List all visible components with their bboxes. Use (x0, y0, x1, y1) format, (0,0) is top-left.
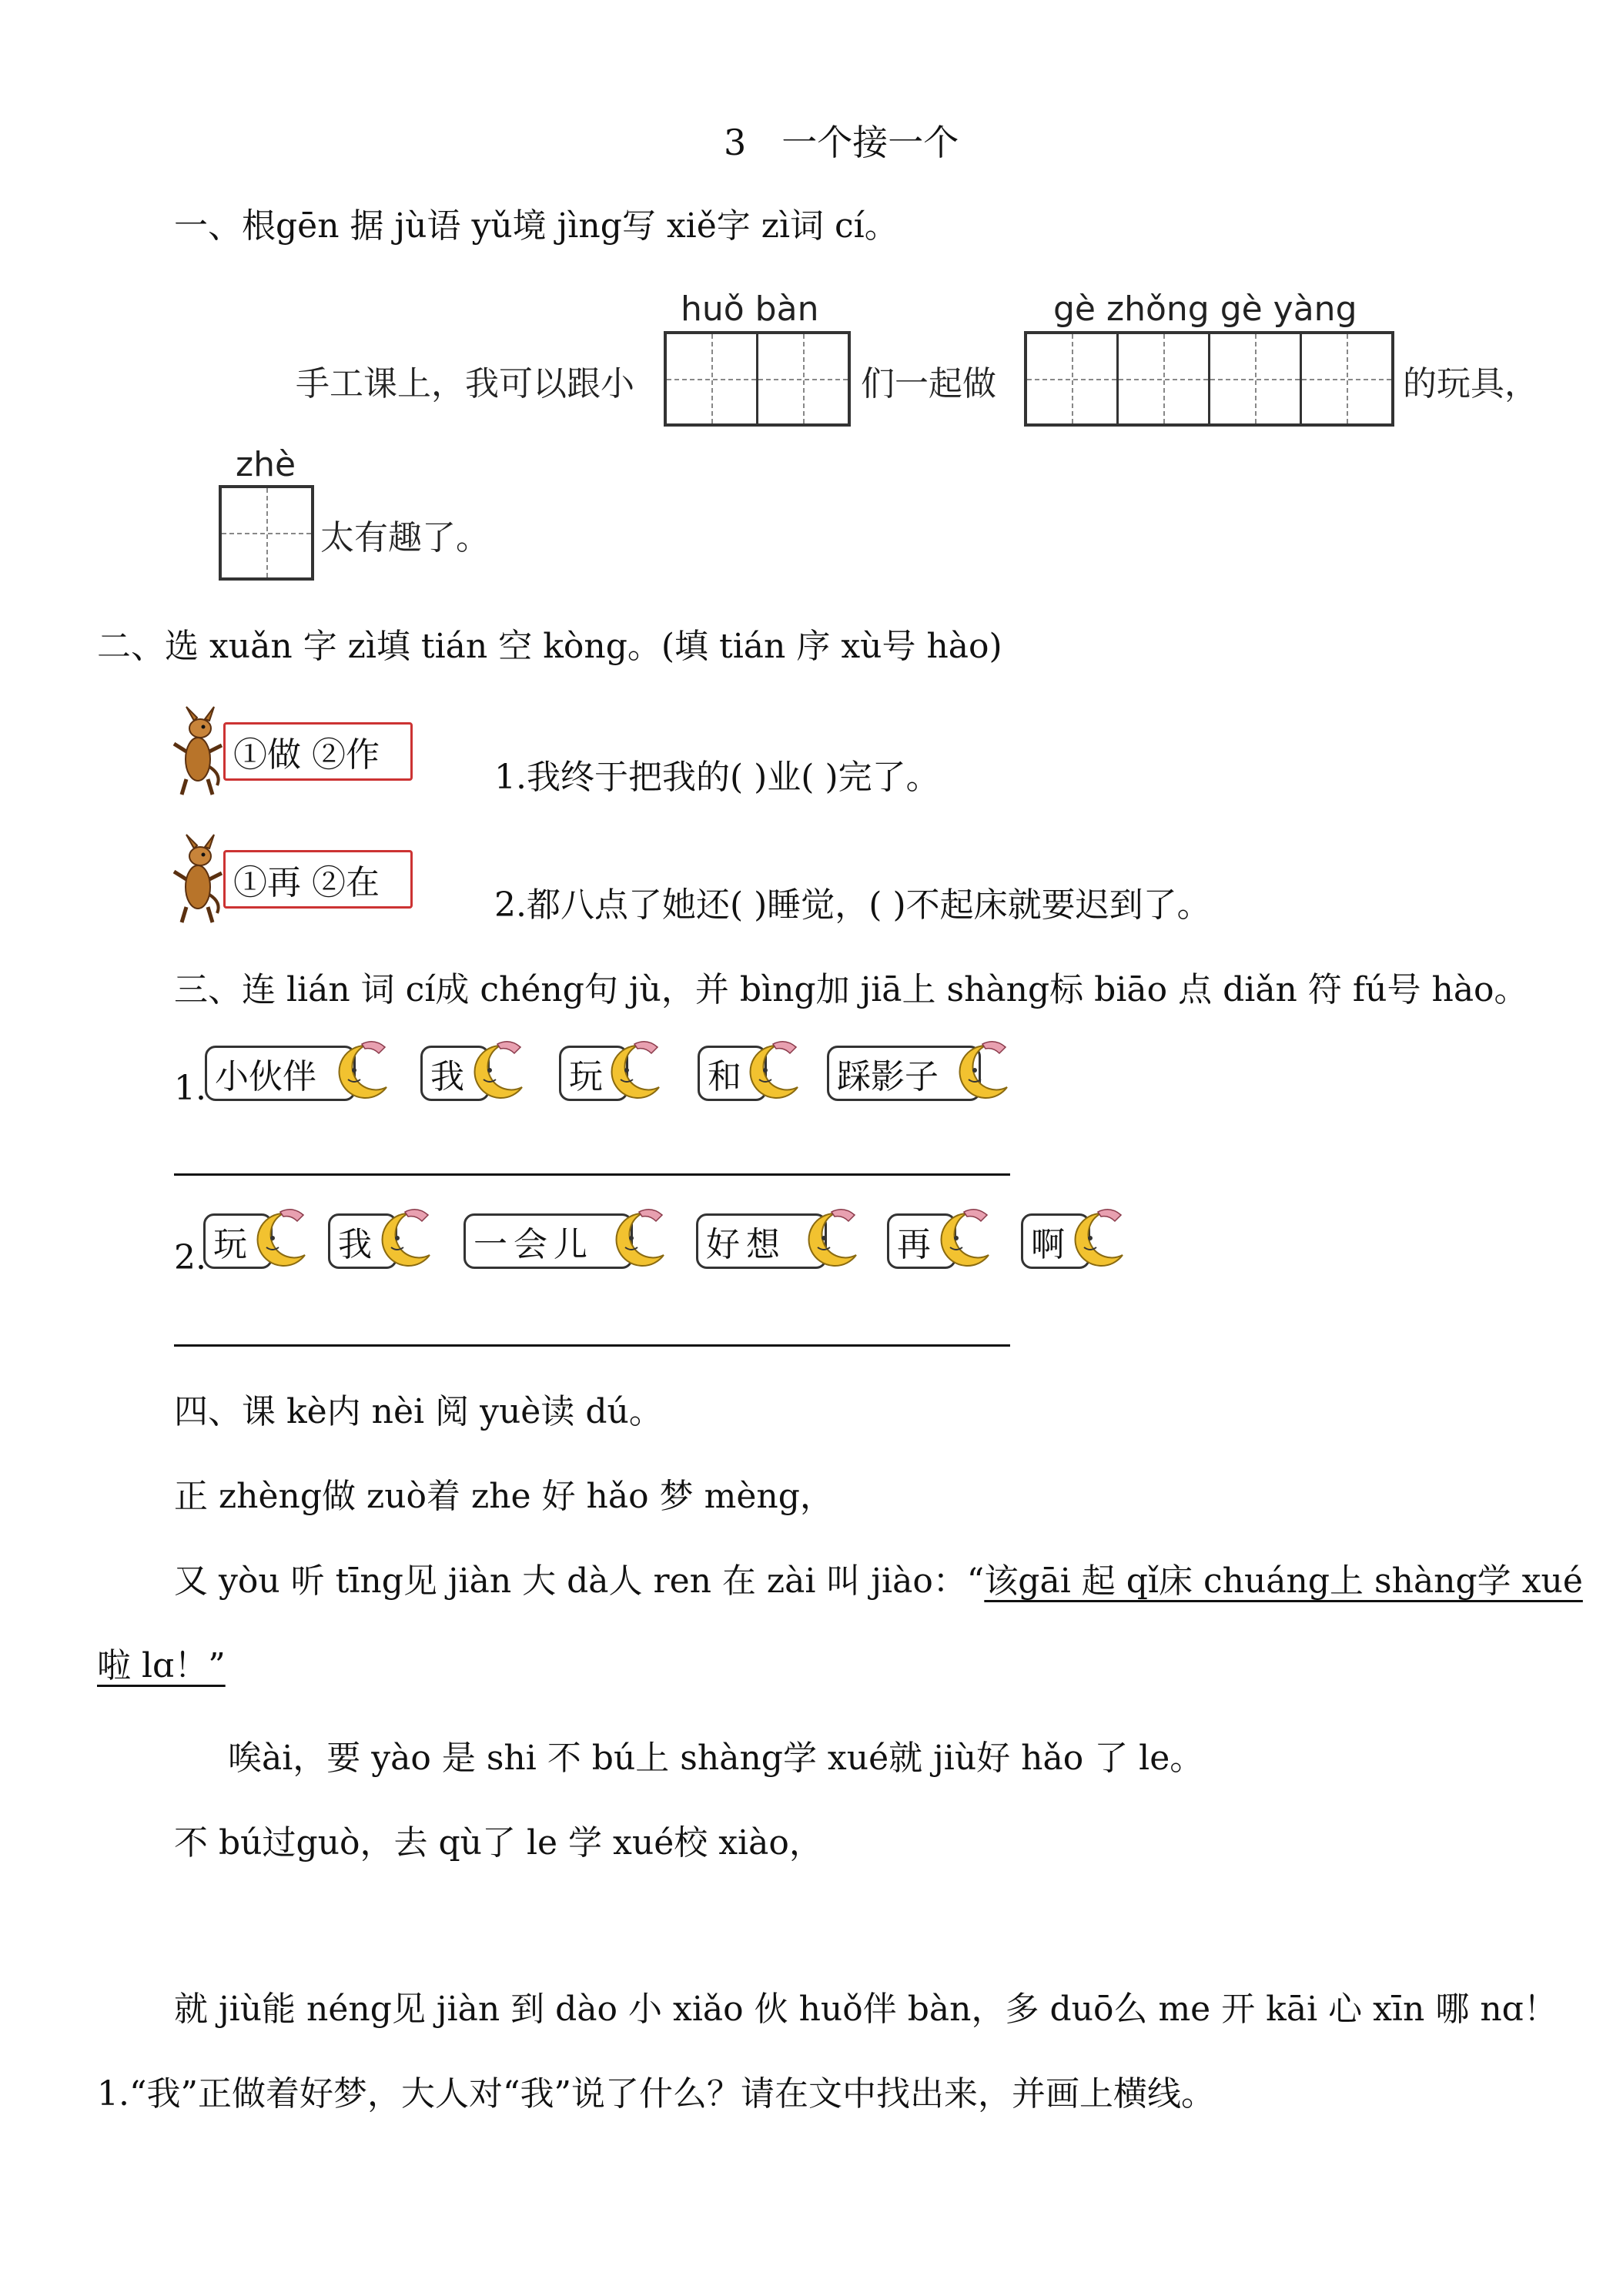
word-card[interactable]: 和 (698, 1046, 767, 1101)
page-title: 3 一个接一个 (724, 122, 959, 163)
writing-cell[interactable] (1116, 334, 1208, 423)
pinyin-gezhonggeyang: gè zhǒng gè yàng (1053, 290, 1357, 329)
writing-grid-zhe[interactable] (219, 485, 314, 581)
moon-icon (742, 1039, 804, 1101)
moon-icon (933, 1207, 995, 1269)
question-2-1: 1.我终于把我的( )业( )完了。 (494, 758, 940, 797)
writing-cell[interactable] (667, 334, 756, 423)
moon-icon (467, 1039, 528, 1101)
section-3-heading: 三、连 lián 词 cí成 chéng句 jù，并 bìng加 jiā上 shàng标 biāo 点 diǎn 符 fú号 hào。 (174, 970, 1528, 1009)
writing-cell[interactable] (222, 488, 311, 577)
word-card[interactable]: 好想 (696, 1213, 827, 1269)
moon-icon (952, 1039, 1013, 1101)
sentence-part-3: 的玩具， (1403, 364, 1538, 403)
sentence-part-1: 手工课上，我可以跟小 (296, 364, 634, 403)
answer-line-1[interactable] (174, 1173, 1010, 1176)
word-card[interactable]: 我 (328, 1213, 397, 1269)
reading-line-3: 啦 lɑ！” (97, 1646, 226, 1685)
reading-line-1: 正 zhèng做 zuò着 zhe 好 hǎo 梦 mèng， (174, 1477, 834, 1516)
reading-line-2-prefix: 又 yòu 听 tīng见 jiàn 大 dà人 ren 在 zài 叫 jiào：“ (174, 1561, 985, 1601)
row-2-number: 2. (174, 1238, 206, 1277)
reading-line-2 (174, 1561, 1583, 1601)
pinyin-zhe: zhè (236, 445, 296, 484)
moon-icon (604, 1039, 665, 1101)
reading-line-6: 就 jiù能 néng见 jiàn 到 dào 小 xiǎo 伙 huǒ伴 bàn，多 duō么 me 开 kāi 心 xīn 哪 nɑ！ (174, 1990, 1558, 2029)
writing-cell[interactable] (1027, 334, 1116, 423)
word-card[interactable]: 再 (887, 1213, 956, 1269)
options-box-1: ①做 ②作 (223, 722, 413, 781)
section-2-heading: 二、选 xuǎn 字 zì填 tián 空 kòng。(填 tián 序 xù号 hào) (97, 627, 1002, 666)
options-box-2: ①再 ②在 (223, 850, 413, 909)
writing-cell[interactable] (756, 334, 848, 423)
reading-line-2-underlined: 该gāi 起 qǐ床 chuáng上 shàng学 xué (984, 1561, 1583, 1601)
word-card[interactable]: 我 (420, 1046, 490, 1101)
section-4-heading: 四、课 kè内 nèi 阅 yuè读 dú。 (174, 1392, 663, 1431)
sentence-part-4: 太有趣了。 (320, 518, 490, 557)
word-card[interactable]: 玩 (203, 1213, 273, 1269)
moon-icon (249, 1207, 311, 1269)
writing-cell[interactable] (1300, 334, 1391, 423)
word-card[interactable]: 一会儿 (463, 1213, 633, 1269)
moon-icon (374, 1207, 436, 1269)
word-card[interactable]: 小伙伴 (205, 1046, 356, 1101)
word-card[interactable]: 玩 (559, 1046, 628, 1101)
word-card[interactable]: 啊 (1021, 1213, 1090, 1269)
moon-icon (1067, 1207, 1129, 1269)
dog-icon (171, 705, 225, 798)
pinyin-huoban: huǒ bàn (681, 290, 819, 329)
answer-line-2[interactable] (174, 1344, 1010, 1347)
question-4-1: 1.“我”正做着好梦，大人对“我”说了什么？请在文中找出来，并画上横线。 (97, 2074, 1215, 2114)
writing-cell[interactable] (1208, 334, 1300, 423)
moon-icon (331, 1039, 393, 1101)
reading-line-4: 唉ài，要 yào 是 shi 不 bú上 shàng学 xué就 jiù好 hǎo 了 le。 (228, 1739, 1204, 1778)
reading-line-5: 不 bú过guò，去 qù了 le 学 xué校 xiào， (174, 1823, 823, 1863)
dog-icon (171, 833, 225, 925)
writing-grid-huoban[interactable] (664, 331, 851, 427)
writing-grid-gezhonggeyang[interactable] (1024, 331, 1394, 427)
section-1-heading: 一、根gēn 据 jù语 yǔ境 jìng写 xiě字 zì词 cí。 (174, 206, 899, 246)
row-1-number: 1. (174, 1069, 206, 1108)
moon-icon (801, 1207, 862, 1269)
question-2-2: 2.都八点了她还( )睡觉，( )不起床就要迟到了。 (494, 885, 1211, 925)
word-card[interactable]: 踩影子 (827, 1046, 981, 1101)
sentence-part-2: 们一起做 (861, 364, 996, 403)
moon-icon (608, 1207, 670, 1269)
